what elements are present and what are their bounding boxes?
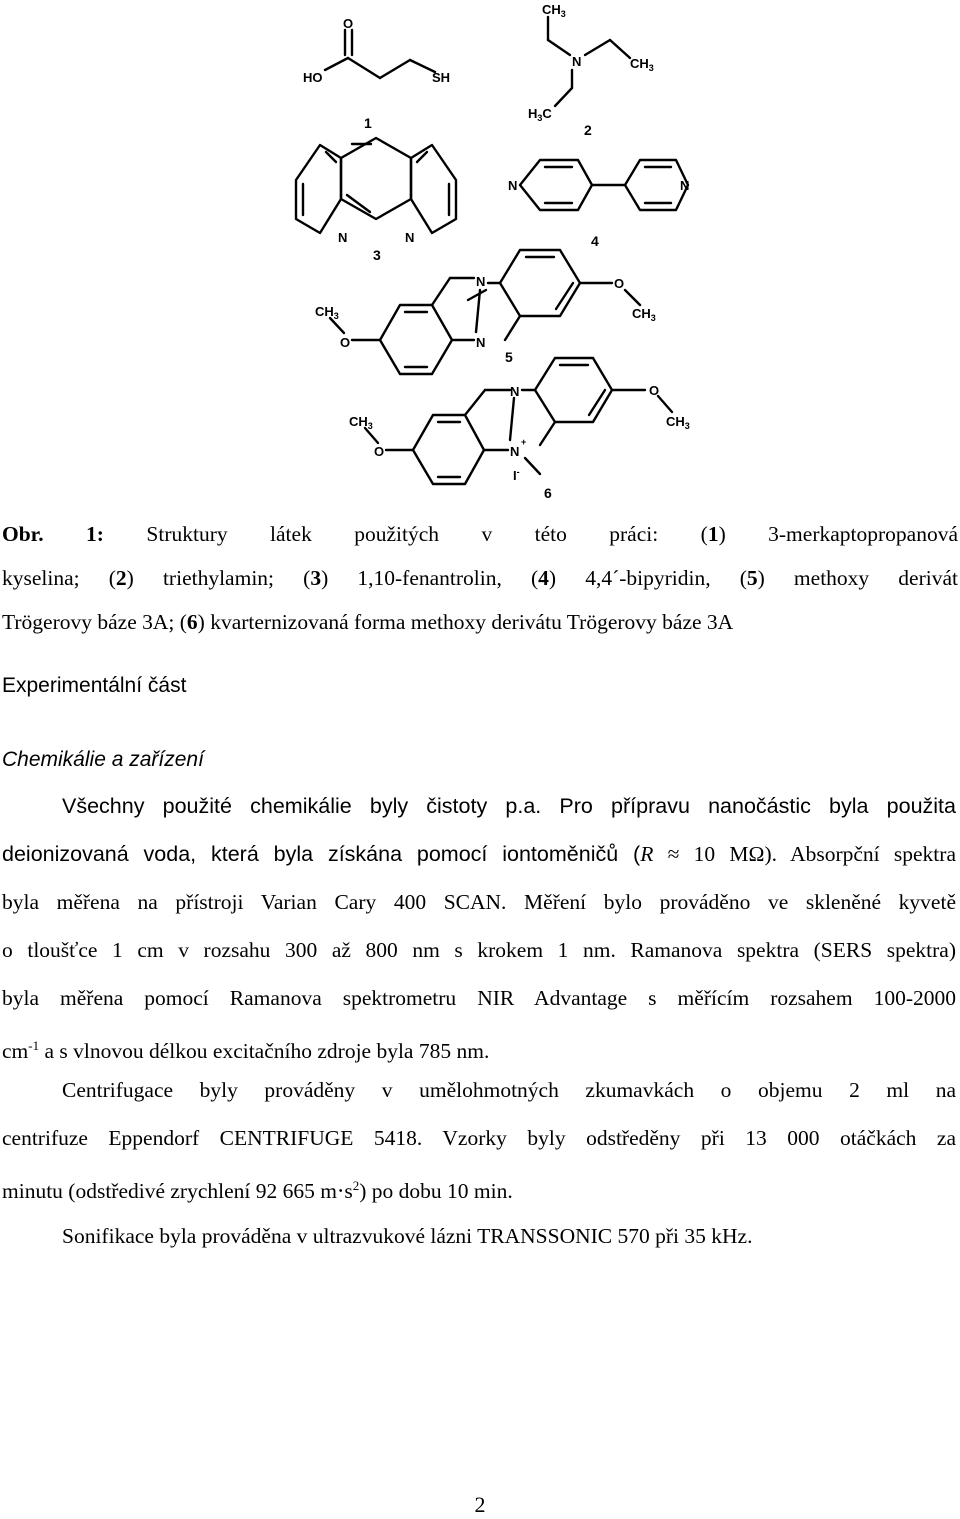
structure-5 — [315, 250, 656, 374]
structure-4 — [508, 160, 689, 249]
thiol-label: SH — [432, 70, 451, 85]
hydroxyl-label: HO — [303, 70, 323, 85]
methyl-top: $CH_3$ — [542, 2, 566, 19]
structure-3 — [296, 138, 456, 263]
label-6: 6 — [544, 485, 552, 501]
paragraph-chemicals: Všechny použité chemikálie byly čistoty p.a. Pro přípravu nanočástic byla použita deionizovaná voda, která byla získána pomocí iontoměničů (R ≈ 10 MΩ). Absorpční spektra byla měřena na přístroji Varian Cary 400 SCAN. Měření bylo prováděno ve skleněné kyvetě o tloušťce 1 cm v rozsahu 300 až 800 nm s krokem 1 nm. Ramanova spektra (SERS spektra) byla měřena pomocí Ramanova spektrometru NIR Advantage s měřícím rozsahem 100-2000 $cm^{-1}$ a s vlnovou délkou excitačního zdroje byla 785 nm. — [2, 794, 956, 1064]
subsection-heading: Chemikálie a zařízení — [2, 748, 204, 771]
label-1: 1 — [364, 115, 372, 131]
oxygen-label: O — [343, 16, 354, 31]
methyl-left: $CH_3$ — [315, 304, 339, 321]
page-number: 2 — [474, 1492, 486, 1517]
methyl-left: $CH_3$ — [349, 414, 373, 431]
oxygen-left: O — [374, 444, 385, 459]
nitrogen-left: N — [508, 178, 518, 193]
caption-line-3: Trögerovy báze 3A; (6) kvarternizovaná forma methoxy derivátu Trögerovy báze 3A — [2, 610, 734, 634]
nitrogen-right: N — [680, 178, 690, 193]
iodide-label: I- — [513, 467, 520, 483]
chemical-structures-figure — [0, 0, 960, 510]
nitrogen-quaternary: N — [510, 444, 520, 459]
caption-line-2: kyselina; (2) triethylamin; (3) 1,10-fenantrolin, (4) 4,4´-bipyridin, (5) methoxy derivát — [2, 566, 958, 590]
nitrogen-bottom: N — [476, 335, 486, 350]
nitrogen-label: N — [572, 54, 582, 69]
methyl-right: $CH_3$ — [632, 306, 656, 323]
section-heading: Experimentální část — [2, 674, 187, 697]
methyl-right: $CH_3$ — [666, 414, 690, 431]
nitrogen-right: N — [405, 230, 415, 245]
oxygen-left: O — [340, 335, 351, 350]
caption-number: 1: — [86, 522, 104, 546]
label-2: 2 — [584, 122, 592, 138]
nitrogen-top: N — [510, 384, 520, 399]
nitrogen-left: N — [338, 230, 348, 245]
oxygen-right: O — [614, 276, 625, 291]
paragraph-sonication: Sonifikace byla prováděna v ultrazvukové lázni TRANSSONIC 570 při 35 kHz. — [62, 1224, 753, 1248]
structure-6 — [349, 358, 690, 501]
methyl-bottom: $H_3C$ — [528, 106, 552, 123]
caption-prefix: Obr. — [2, 522, 44, 546]
label-3: 3 — [373, 247, 381, 263]
figure-caption — [2, 512, 958, 644]
methyl-right: $CH_3$ — [630, 56, 654, 73]
label-4: 4 — [591, 233, 599, 249]
plus-charge: + — [521, 437, 527, 447]
caption-line-1: Obr. 1: Struktury látek použitých v této práci: (1) 3-merkaptopropanová — [2, 522, 958, 546]
structure-1 — [303, 16, 450, 131]
nitrogen-top: N — [476, 274, 486, 289]
label-5: 5 — [505, 349, 513, 365]
structure-2 — [528, 2, 654, 138]
oxygen-right: O — [649, 383, 660, 398]
paragraph-centrifugation: Centrifugace byly prováděny v umělohmotných zkumavkách o objemu 2 ml na centrifuze Eppendorf CENTRIFUGE 5418. Vzorky byly odstředěny při 13 000 otáčkách za minutu (odstředivé zrychlení 92 665 $m\cdot s^2$) po dobu 10 min. — [2, 1078, 956, 1204]
